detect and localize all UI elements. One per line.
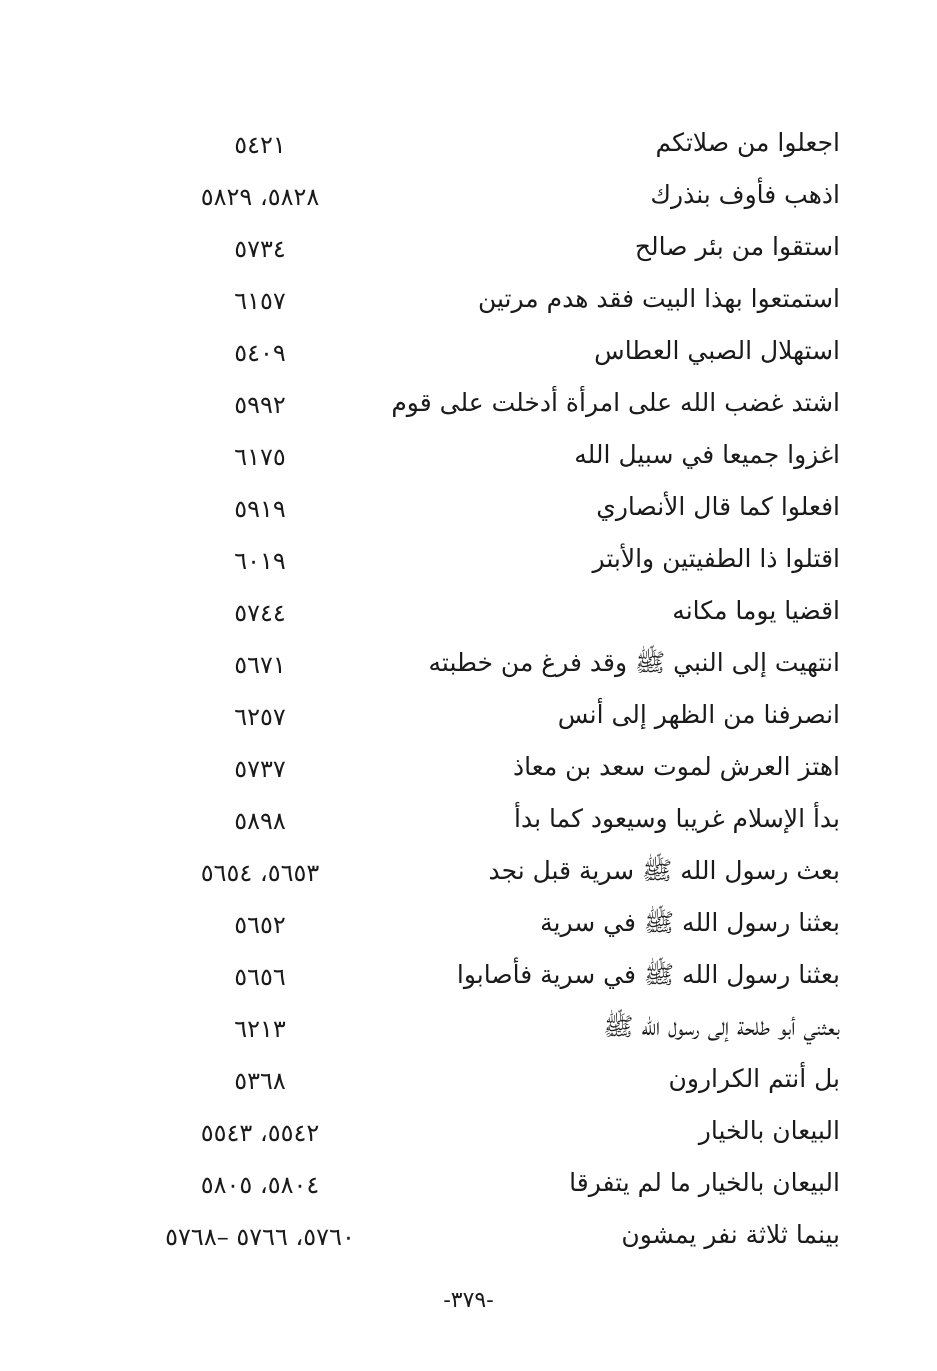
entry-text: بعثنا رسول الله ﷺ في سرية xyxy=(540,908,840,937)
index-entry xyxy=(120,1106,840,1158)
entry-text: اذهب فأوف بنذرك xyxy=(650,180,840,209)
entry-refs: ٦١٧٥ xyxy=(234,443,286,471)
entry-refs: ٦١٥٧ xyxy=(234,287,286,315)
entry-text: اجعلوا من صلاتكم xyxy=(655,128,840,157)
entry-refs: ٥٦٥٢ xyxy=(234,911,286,939)
entry-text: اقتلوا ذا الطفيتين والأبتر xyxy=(592,544,840,573)
entry-refs: ٥٧٤٤ xyxy=(234,599,286,627)
entry-text: استهلال الصبي العطاس xyxy=(594,336,840,365)
index-entry xyxy=(120,378,840,430)
index-entry xyxy=(120,846,840,898)
index-entry xyxy=(120,1158,840,1210)
entry-refs: ٥٨٠٤، ٥٨٠٥ xyxy=(200,1171,320,1199)
entry-refs: ٥٣٦٨ xyxy=(234,1067,286,1095)
index-entry xyxy=(120,690,840,742)
entry-refs: ٥٤٢١ xyxy=(234,131,286,159)
index-entry xyxy=(120,430,840,482)
entry-text: انتهيت إلى النبي ﷺ وقد فرغ من خطبته xyxy=(428,648,840,677)
entry-text: انصرفنا من الظهر إلى أنس xyxy=(557,700,840,729)
entry-text: استمتعوا بهذا البيت فقد هدم مرتين xyxy=(477,284,840,313)
entry-text: بعث رسول الله ﷺ سرية قبل نجد xyxy=(488,856,840,885)
index-entry xyxy=(120,534,840,586)
page-number: -٣٧٩- xyxy=(443,1288,494,1313)
entry-text: البيعان بالخيار ما لم يتفرقا xyxy=(569,1168,840,1197)
entry-refs: ٥٩١٩ xyxy=(234,495,286,523)
index-entry xyxy=(120,638,840,690)
entry-text: بعثنا رسول الله ﷺ في سرية فأصابوا xyxy=(456,960,840,989)
index-entry xyxy=(120,586,840,638)
entry-refs: ٦٢١٣ xyxy=(234,1015,286,1043)
entry-text: افعلوا كما قال الأنصاري xyxy=(596,492,840,521)
entry-refs: ٥٧٣٤ xyxy=(234,235,286,263)
index-entry xyxy=(120,118,840,170)
entry-text: بينما ثلاثة نفر يمشون xyxy=(621,1220,840,1249)
entry-refs: ٦٢٥٧ xyxy=(234,703,286,731)
index-entry xyxy=(120,1210,840,1262)
entry-refs: ٦٠١٩ xyxy=(234,547,286,575)
entry-text: استقوا من بئر صالح xyxy=(634,232,840,261)
index-entry xyxy=(120,742,840,794)
entry-text: اقضيا يوما مكانه xyxy=(672,596,840,625)
index-entry xyxy=(120,274,840,326)
entry-text: بعثني أبو طلحة إلى رسول الله ﷺ xyxy=(603,1012,840,1041)
index-entry xyxy=(120,222,840,274)
entry-refs: ٥٦٥٣، ٥٦٥٤ xyxy=(200,859,320,887)
entry-refs: ٥٨٢٨، ٥٨٢٩ xyxy=(200,183,320,211)
entry-refs: ٥٨٩٨ xyxy=(234,807,286,835)
entry-text: بدأ الإسلام غريبا وسيعود كما بدأ xyxy=(514,804,840,833)
index-entry xyxy=(120,1002,840,1054)
entry-refs: ٥٥٤٢، ٥٥٤٣ xyxy=(200,1119,320,1147)
index-entry xyxy=(120,898,840,950)
entry-text: اهتز العرش لموت سعد بن معاذ xyxy=(513,752,840,781)
entry-refs: ٥٦٧١ xyxy=(234,651,286,679)
index-entry xyxy=(120,794,840,846)
hadith-index-list xyxy=(120,118,840,1262)
entry-refs: ٥٧٦٠، ٥٧٦٦ –٥٧٦٨ xyxy=(165,1223,355,1251)
index-entry xyxy=(120,326,840,378)
entry-text: اغزوا جميعا في سبيل الله xyxy=(574,440,840,469)
entry-refs: ٥٤٠٩ xyxy=(234,339,286,367)
index-entry xyxy=(120,1054,840,1106)
entry-text: بل أنتم الكرارون xyxy=(668,1064,840,1093)
index-entry xyxy=(120,950,840,1002)
entry-refs: ٥٦٥٦ xyxy=(234,963,286,991)
entry-refs: ٥٧٣٧ xyxy=(234,755,286,783)
entry-text: اشتد غضب الله على امرأة أدخلت على قوم xyxy=(391,388,840,417)
index-entry xyxy=(120,170,840,222)
index-entry xyxy=(120,482,840,534)
entry-refs: ٥٩٩٢ xyxy=(234,391,286,419)
entry-text: البيعان بالخيار xyxy=(698,1116,840,1145)
